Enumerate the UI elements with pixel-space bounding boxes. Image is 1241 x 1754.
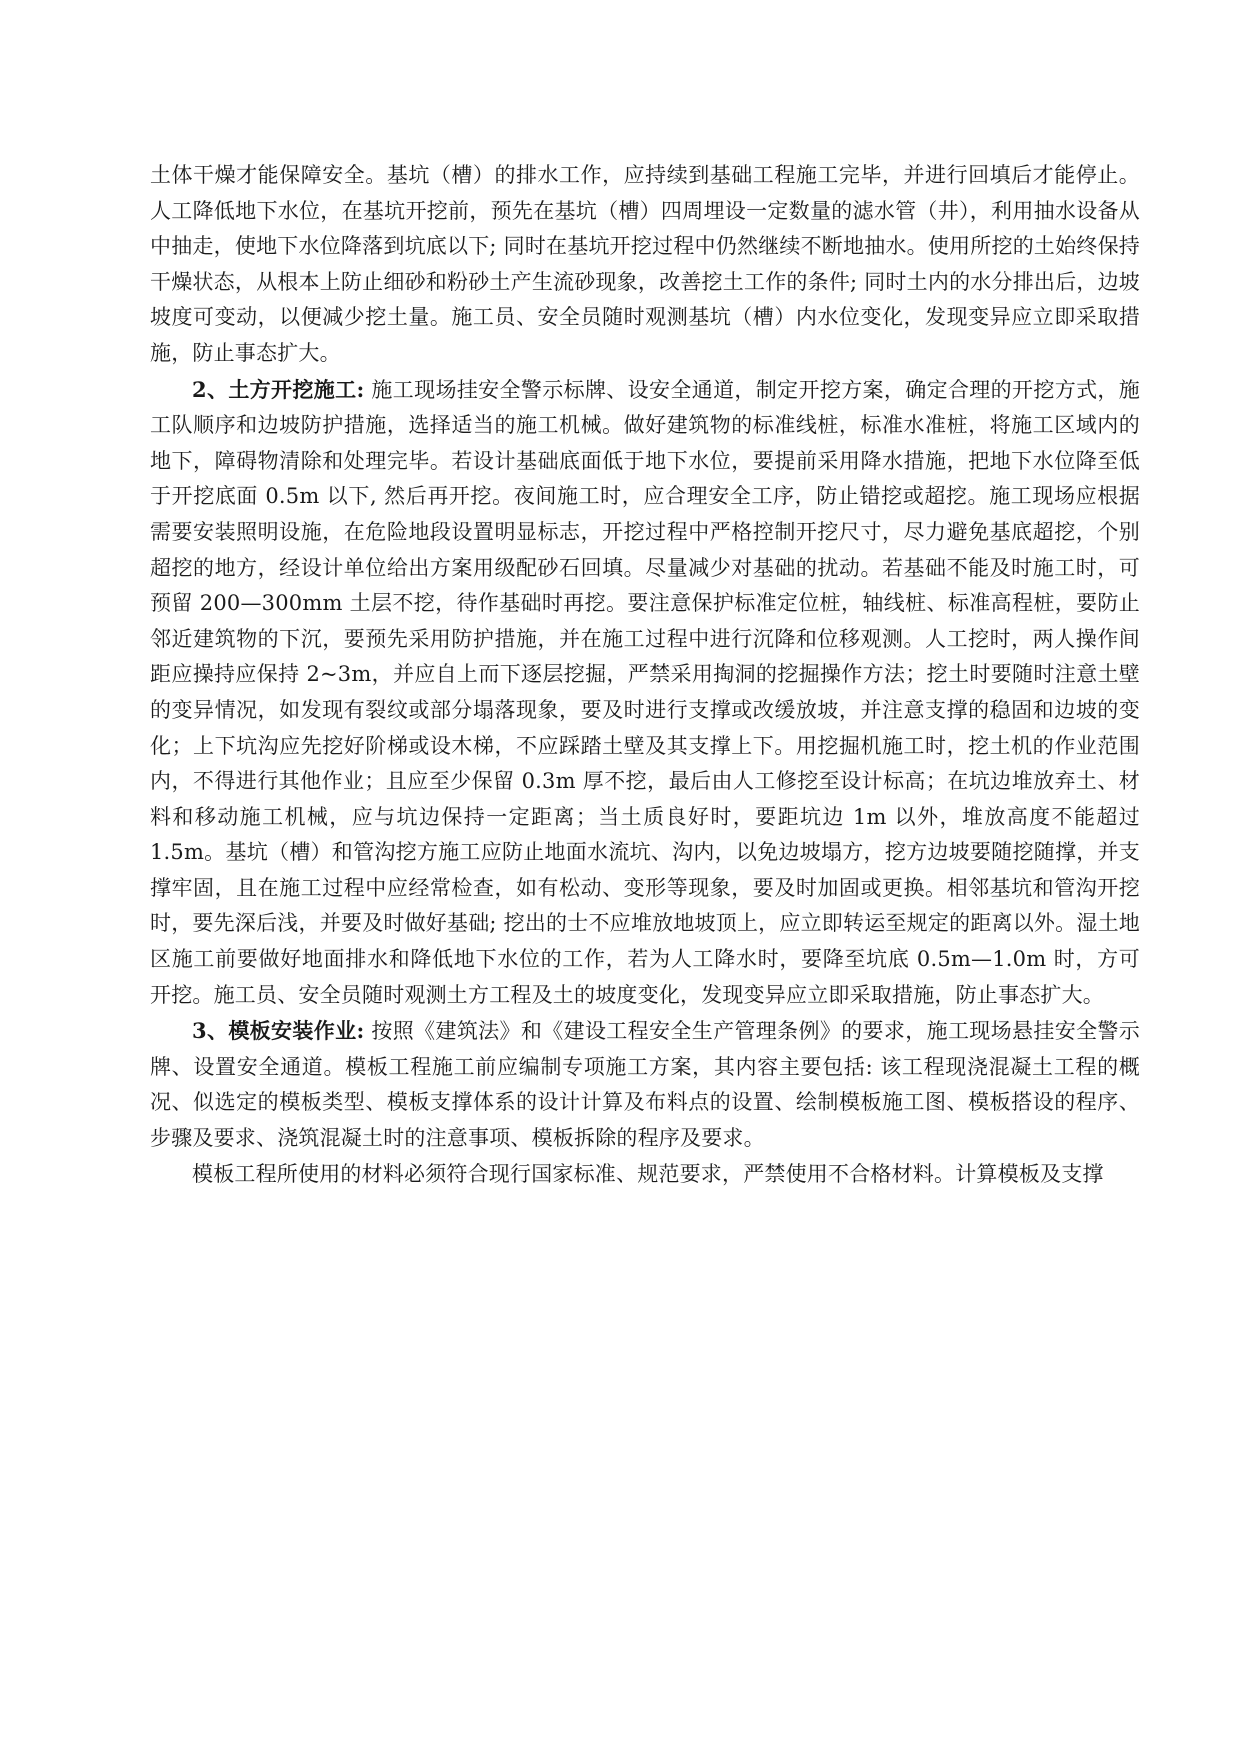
paragraph-formwork-materials: [150, 1157, 1140, 1193]
section-heading-formwork: 3、模板安装作业:: [192, 1018, 365, 1044]
paragraph-earthwork-excavation: [150, 372, 1140, 1014]
paragraph-text: 施工现场挂安全警示标牌、设安全通道，制定开挖方案，确定合理的开挖方式，施工队顺序和边坡防护措施，选择适当的施工机械。做好建筑物的标准线桩，标准水准桩，将施工区域内的地下，障碍物清除和处理完毕。若设计基础底面低于地下水位，要提前采用降水措施，把地下水位降至低于开挖底面 0.5m 以下, 然后再开挖。夜间施工时，应合理安全工序，防止错挖或超挖。施工现场应根据需要安装照明设施，在危险地段设置明显标志，开挖过程中严格控制开挖尺寸，尽力避免基底超挖，个别超挖的地方，经设计单位给出方案用级配砂石回填。尽量减少对基础的扰动。若基础不能及时施工时，可预留 200—300mm 土层不挖，待作基础时再挖。要注意保护标准定位桩，轴线桩、标准高程桩，要防止邻近建筑物的下沉，要预先采用防护措施，并在施工过程中进行沉降和位移观测。人工挖时，两人操作间距应操持应保持 2~3m，并应自上而下逐层挖掘，严禁采用掏洞的挖掘操作方法；挖土时要随时注意土壁的变异情况，如发现有裂纹或部分塌落现象，要及时进行支撑或改缓放坡，并注意支撑的稳固和边坡的变化；上下坑沟应先挖好阶梯或设木梯，不应踩踏土壁及其支撑上下。用挖掘机施工时，挖土机的作业范围内，不得进行其他作业；且应至少保留 0.3m 厚不挖，最后由人工修挖至设计标高；在坑边堆放弃土、材料和移动施工机械，应与坑边保持一定距离；当土质良好时，要距坑边 1m 以外，堆放高度不能超过 1.5m。基坑（槽）和管沟挖方施工应防止地面水流坑、沟内，以免边坡塌方，挖方边坡要随挖随撑，并支撑牢固，且在施工过程中应经常检查，如有松动、变形等现象，要及时加固或更换。相邻基坑和管沟开挖时，要先深后浅，并要及时做好基础; 挖出的士不应堆放地坡顶上，应立即转运至规定的距离以外。湿土地区施工前要做好地面排水和降低地下水位的工作，若为人工降水时，要降至坑底 0.5m—1.0m 时，方可开挖。施工员、安全员随时观测土方工程及土的坡度变化，发现变异应立即采取措施，防止事态扩大。: [150, 377, 1140, 1007]
paragraph-text: 土体干燥才能保障安全。基坑（槽）的排水工作，应持续到基础工程施工完毕，并进行回填后才能停止。人工降低地下水位，在基坑开挖前，预先在基坑（槽）四周埋设一定数量的滤水管（井），利用抽水设备从中抽走，使地下水位降落到坑底以下; 同时在基坑开挖过程中仍然继续不断地抽水。使用所挖的土始终保持干燥状态，从根本上防止细砂和粉砂土产生流砂现象，改善挖土工作的条件; 同时土内的水分排出后，边坡坡度可变动，以便减少挖土量。施工员、安全员随时观测基坑（槽）内水位变化，发现变异应立即采取措施，防止事态扩大。: [150, 163, 1140, 365]
paragraph-formwork-installation: [150, 1013, 1140, 1156]
section-heading-earthwork: 2、土方开挖施工:: [192, 376, 365, 402]
paragraph-text: 按照《建筑法》和《建设工程安全生产管理条例》的要求，施工现场悬挂安全警示牌、设置安全通道。模板工程施工前应编制专项施工方案，其内容主要包括: 该工程现浇混凝土工程的概况、似选定的模板类型、模板支撑体系的设计计算及布料点的设置、绘制模板施工图、模板搭设的程序、步骤及要求、浇筑混凝土时的注意事项、模板拆除的程序及要求。: [150, 1019, 1140, 1151]
paragraph-text: 模板工程所使用的材料必须符合现行国家标准、规范要求，严禁使用不合格材料。计算模板及支撑: [192, 1161, 1104, 1186]
document-body: [150, 158, 1140, 1192]
paragraph-dewatering: [150, 158, 1140, 372]
